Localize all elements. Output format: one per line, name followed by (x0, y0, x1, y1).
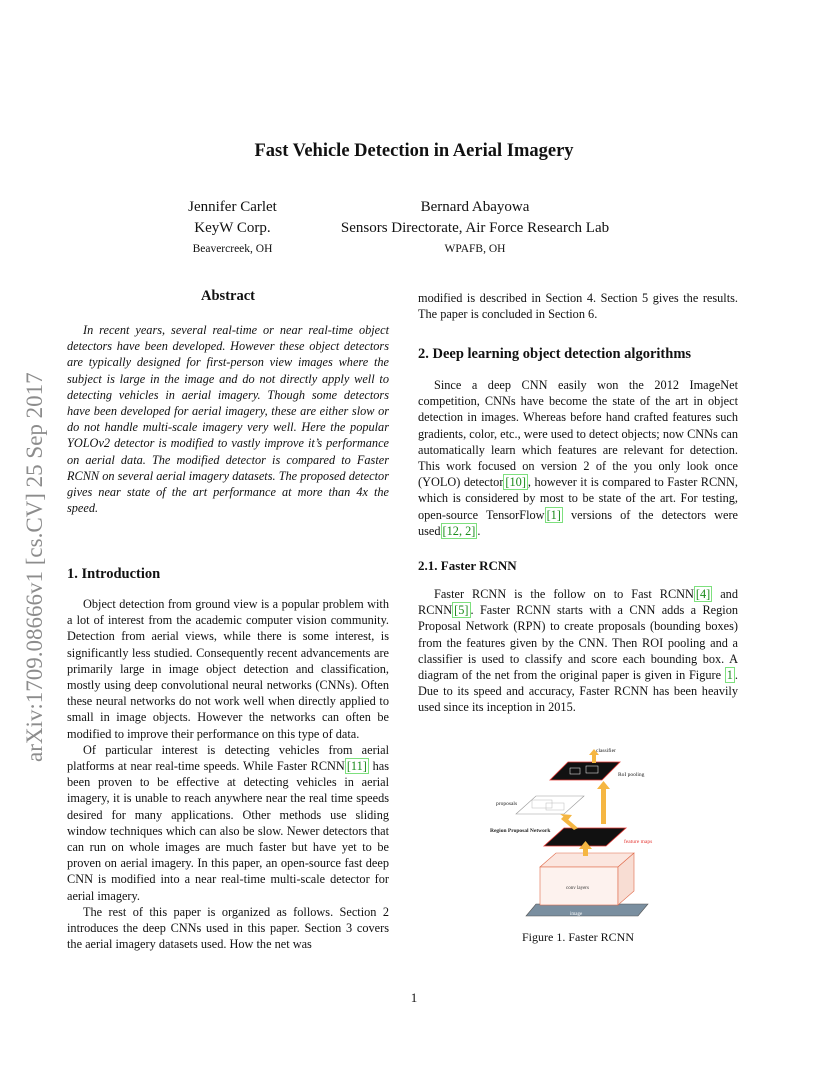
roi-pooling-plane (550, 762, 620, 780)
citation-link[interactable]: [1] (546, 507, 561, 522)
citation-link[interactable]: [5] (454, 603, 469, 618)
author-1 (160, 197, 305, 260)
citation-link[interactable]: [12, 2] (442, 523, 476, 538)
figure-reference-link[interactable]: 1 (726, 668, 733, 683)
conv-layers-label: conv layers (566, 886, 589, 891)
abstract-paragraph: In recent years, several real-time or near real-time object detectors have been developed. However these object detectors are typically designed for first-person view images where the subject is large in the image and do not directly apply well to detecting vehicles in aerial imagery. Though some detectors have been developed for aerial imagery, these are either slow or do not handle multi-scale imagery very well. Here the popular YOLOv2 detector is modified to vastly improve it’s performance on aerial data. The modified detector is compared to Faster RCNN on several aerial imagery datasets. The proposed detector gives near state of the art performance at more than 4x the speed. (67, 323, 389, 516)
author-2 (320, 197, 630, 260)
author-2-location: WPAFB, OH (444, 243, 506, 255)
proposals-label: proposals (496, 801, 518, 807)
citation-link[interactable]: [4] (695, 587, 711, 601)
section-2-body (418, 377, 738, 539)
section-2-1-paragraph: Faster RCNN is the follow on to Fast RCNN [4] and RCNN [5] . Faster RCNN starts with a CNN adds a Region Proposal Network (RPN) to create proposals (bounding boxes) from the features given by the CNN. Then ROI pooling and a classifier is used to classify and score each bounding box. A diagram of the net from the original paper is given in Figure 1 . Due to its speed and accuracy, Faster RCNN has been heavily used since its inception in 2015. (418, 587, 738, 715)
paper-title: Fast Vehicle Detection in Aerial Imagery (254, 141, 574, 161)
right-column-continuation (418, 290, 738, 322)
section-1-heading: 1. Introduction (67, 566, 161, 582)
intro-paragraph-1: Object detection from ground view is a popular problem with a lot of interest from the academic computer vision community. Detection from aerial views, while there is some interest, is significantly less studied. Consequently recent advancements are primarily large in image object detection and classification, mostly using deep convolutional neural networks (CNNs). Often these neural networks do not work well when directly applied to small in image objects. However the networks can often be modified to improve their performance on this type of data. (67, 597, 389, 741)
arrow-up-icon (583, 848, 588, 856)
arxiv-identifier: arXiv:1709.08666v1 [cs.CV] 25 Sep 2017 (22, 372, 47, 762)
arrow-up-icon (601, 788, 606, 824)
faster-rcnn-diagram (488, 744, 678, 922)
intro-paragraph-3: The rest of this paper is organized as follows. Section 2 introduces the deep CNNs used in this paper. Section 3 covers the aerial imagery datasets used. How the net was (67, 904, 389, 952)
section-2-1-body (418, 586, 738, 716)
author-1-location: Beavercreek, OH (192, 243, 273, 255)
continued-paragraph: modified is described in Section 4. Section 5 gives the results. The paper is concluded in Section 6. (418, 291, 738, 322)
intro-paragraph-2: Of particular interest is detecting vehicles from aerial platforms at near real-time speeds. While Faster RCNN [11] has been proven to be effective at detecting vehicles in aerial imagery, it is unable to reach anywhere near the real time speeds desired for many applications. Other methods use sliding window techniques which can also be slow. Newer detectors that can run on whole images are much faster but have yet to be proven on aerial imagery. In this paper, an open-source fast deep CNN is modified into a near real-time multi-scale detector for aerial imagery. (67, 742, 390, 903)
section-1-body (67, 596, 389, 952)
abstract-text (67, 322, 389, 516)
author-2-name: Bernard Abayowa (420, 199, 530, 215)
classifier-label: classifier (596, 748, 616, 754)
arrow-up-icon (592, 754, 596, 763)
page-number: 1 (410, 990, 418, 1005)
proposals-plane (516, 796, 584, 814)
citation-link[interactable]: [11] (346, 759, 367, 774)
author-1-name: Jennifer Carlet (188, 199, 277, 215)
author-1-org: KeyW Corp. (194, 220, 271, 236)
author-2-org: Sensors Directorate, Air Force Research Lab (340, 220, 610, 236)
feature-maps-label: feature maps (624, 839, 653, 845)
section-2-1-heading: 2.1. Faster RCNN (418, 558, 517, 573)
image-label: image (570, 912, 583, 917)
section-2-paragraph: Since a deep CNN easily won the 2012 ImageNet competition, CNNs have become the state of the art in object detection in images. Whereas before hand crafted features such gradients, color, etc., were used to detect objects; now CNNs can automatically learn which features are relevant for detection. This work focused on version 2 of the you only look once (YOLO) detector [10] , however it is compared to Faster RCNN, which is considered by most to be state of the art. For testing, open-source TensorFlow [1] versions of the detectors were used [12, 2] . (418, 378, 738, 538)
abstract-heading: Abstract (201, 288, 255, 304)
image-plane (526, 904, 648, 916)
roi-pooling-label: RoI pooling (618, 772, 645, 778)
rpn-label: Region Proposal Network (490, 828, 551, 834)
citation-link[interactable]: [10] (505, 475, 526, 490)
figure-caption: Figure 1. Faster RCNN (522, 930, 634, 944)
arrow-up-icon (597, 781, 610, 789)
section-2-heading: 2. Deep learning object detection algorithms (418, 346, 692, 362)
